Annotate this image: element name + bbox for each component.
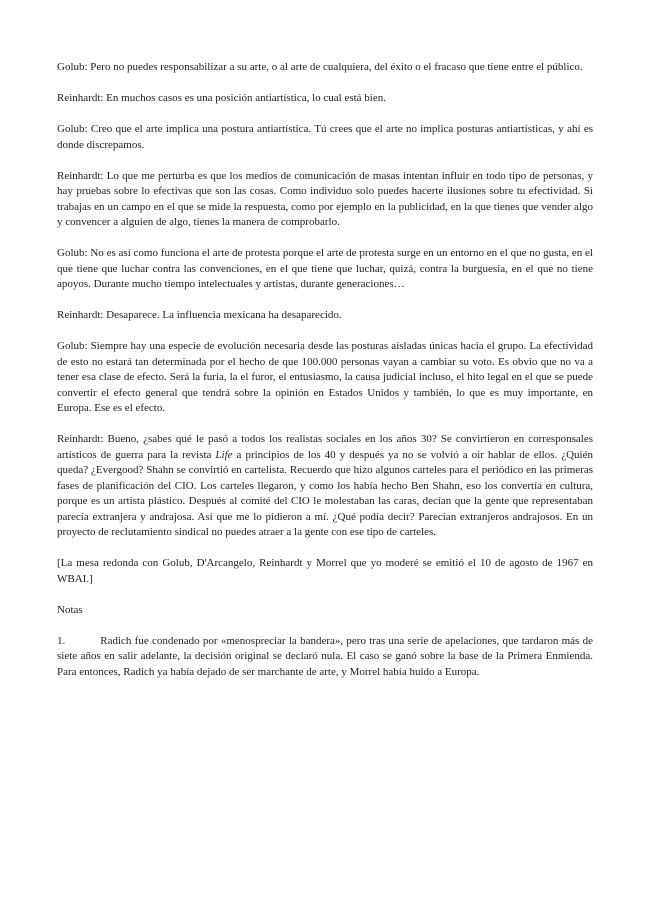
text-run: Reinhardt: Desaparece. La influencia mexicana ha desaparecido. [57, 309, 342, 321]
text-run: Reinhardt: Lo que me perturba es que los medios de comunicación de masas intentan influir en todo tipo de personas, y hay pruebas sobre lo efectivas que son las cosas. Como individuo solo puedes hacerte ilusiones sobre tu efectividad. Si trabajas en un campo en el que se mide la respuesta, como por ejemplo en la publicidad, en la que tienes que vender algo y convencer a alguien de algo, tienes la manera de comprobarlo. [57, 169, 593, 228]
paragraph [57, 169, 593, 231]
paragraph [57, 308, 593, 324]
paragraph [57, 339, 593, 417]
paragraph [57, 246, 593, 293]
paragraph [57, 603, 593, 619]
paragraph [57, 556, 593, 587]
text-run: Notas [57, 603, 83, 616]
text-run: Golub: No es así como funciona el arte de protesta porque el arte de protesta surge en un entorno en el que no gusta, en el que tiene que luchar contra las convenciones, en el que tiene que luchar, quizá, contra la burguesía, en el que no tiene apoyos. Durante mucho tiempo intelectuales y artistas, durante generaciones… [57, 247, 593, 290]
paragraph [57, 122, 593, 153]
text-run: Golub: Pero no puedes responsabilizar a su arte, o al arte de cualquiera, del éxito o el fracaso que tiene entre el público. [57, 61, 583, 73]
paragraph [57, 60, 593, 76]
text-run: Golub: Creo que el arte implica una postura antiartística. Tú crees que el arte no implica posturas antiartísticas, y ahí es donde discrepamos. [57, 123, 593, 151]
text-run: Golub: Siempre hay una especie de evolución necesaria desde las posturas aisladas únicas hacia el grupo. La efectividad de esto no estará tan determinada por el hecho de que 100.000 personas vayan a cambiar su voto. Es obvio que no va a tener esa clase de efecto. Será la furia, la el furor, el entusiasmo, la causa judicial incluso, el hito legal en el que se puede convertir el efecto general que tendrá sobre la opinión en Estados Unidos y también, lo que es muy importante, en Europa. Ese es el efecto. [57, 340, 593, 414]
text-run: a principios de los 40 y después ya no se volvió a oír hablar de ellos. ¿Quién queda? ¿Evergood? Shahn se convirtió en cartelista. Recuerdo que hizo algunos carteles para el periódico en las primeras fases de planificación del CIO. Los carteles llegaron, y como los había hecho Ben Shahn, eso los convertía en cultura, porque es un artista plástico. Después al comité del CIO le molestaban las caras, decían que la gente que representaban parecía extranjera y andrajosa. Así que me lo pidieron a mí. ¿Qué podía decir? Parecían extranjeros andrajosos. En un proyecto de reclutamiento sindical no puedes atraer a la gente con ese tipo de carteles. [57, 448, 594, 538]
text-run: 1. [57, 634, 66, 647]
text-run: Life [215, 448, 233, 461]
text-run: [La mesa redonda con Golub, D'Arcangelo, Reinhardt y Morrel que yo moderé se emitió el 10 de agosto de 1967 en WBAI.] [57, 557, 593, 585]
document-body [57, 60, 593, 680]
text-run: Reinhardt: En muchos casos es una posición antiartística, lo cual está bien. [57, 92, 386, 104]
text-run: Reinhardt: Bueno, ¿sabes qué le pasó a todos los realistas sociales en los años 30? Se convirtieron en corresponsales artísticos de guerra para la revista [57, 433, 593, 461]
paragraph [57, 634, 593, 681]
paragraph [57, 432, 593, 541]
paragraph [57, 91, 593, 107]
text-run: Radich fue condenado por «menospreciar la bandera», pero tras una serie de apelaciones, que tardaron más de siete años en salir adelante, la decisión original se declaró nula. El caso se ganó sobre la base de la Primera Enmienda. Para entonces, Radich ya había dejado de ser marchante de arte, y Morrel había huido a Europa. [57, 634, 593, 678]
